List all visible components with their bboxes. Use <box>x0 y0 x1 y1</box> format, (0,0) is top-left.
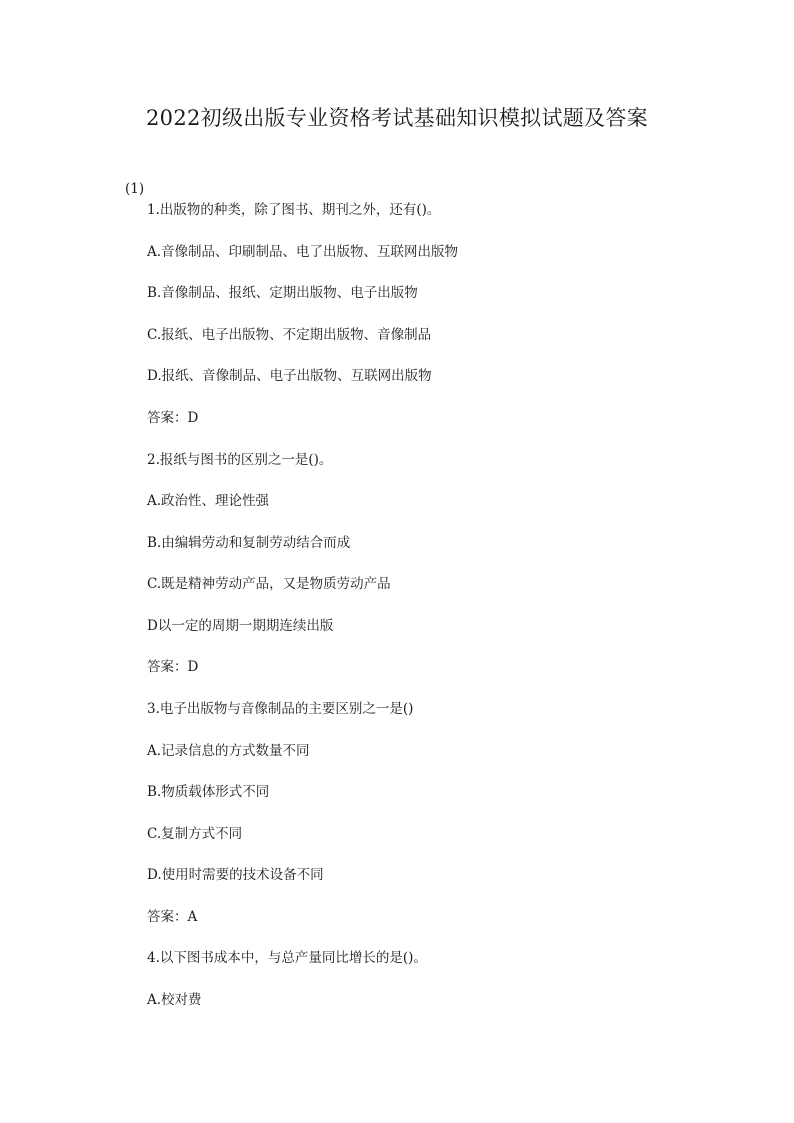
question-4: 4.以下图书成本中，与总产量同比增长的是()。 <box>147 950 427 966</box>
page-title: 2022初级出版专业资格考试基础知识模拟试题及答案 <box>146 106 648 130</box>
question-1-option-a: A.音像制品、印刷制品、电了出版物、互联网出版物 <box>147 244 459 260</box>
question-2-option-b: B.由编辑劳动和复制劳动结合而成 <box>147 535 351 551</box>
question-1-option-c: C.报纸、电子出版物、不定期出版物、音像制品 <box>147 327 432 343</box>
question-1-option-b: B.音像制品、报纸、定期出版物、电子出版物 <box>147 285 418 301</box>
question-3-option-c: C.复制方式不同 <box>147 826 243 842</box>
question-2-option-a: A.政治性、理论性强 <box>147 493 270 509</box>
question-3-option-b: B.物质载体形式不同 <box>147 784 270 800</box>
question-1: 1.出版物的种类，除了图书、期刊之外，还有()。 <box>147 202 441 218</box>
question-3-answer: 答案：A <box>147 909 198 925</box>
question-1-option-d: D.报纸、音像制品、电子出版物、互联网出版物 <box>147 368 432 384</box>
question-3: 3.电子出版物与音像制品的主要区别之一是() <box>147 701 414 717</box>
question-3-option-d: D.使用时需要的技术设备不同 <box>147 867 324 883</box>
question-3-option-a: A.记录信息的方式数量不同 <box>147 743 310 759</box>
question-4-option-a: A.校对费 <box>147 992 202 1008</box>
question-2-option-d: D以一定的周期一期期连续出版 <box>147 618 334 634</box>
question-2: 2.报纸与图书的区别之一是()。 <box>147 452 333 468</box>
question-2-answer: 答案：D <box>147 659 199 675</box>
question-2-option-c: C.既是精神劳动产品，又是物质劳动产品 <box>147 576 391 592</box>
question-1-answer: 答案：D <box>147 410 199 426</box>
section-label: (1) <box>125 181 145 197</box>
